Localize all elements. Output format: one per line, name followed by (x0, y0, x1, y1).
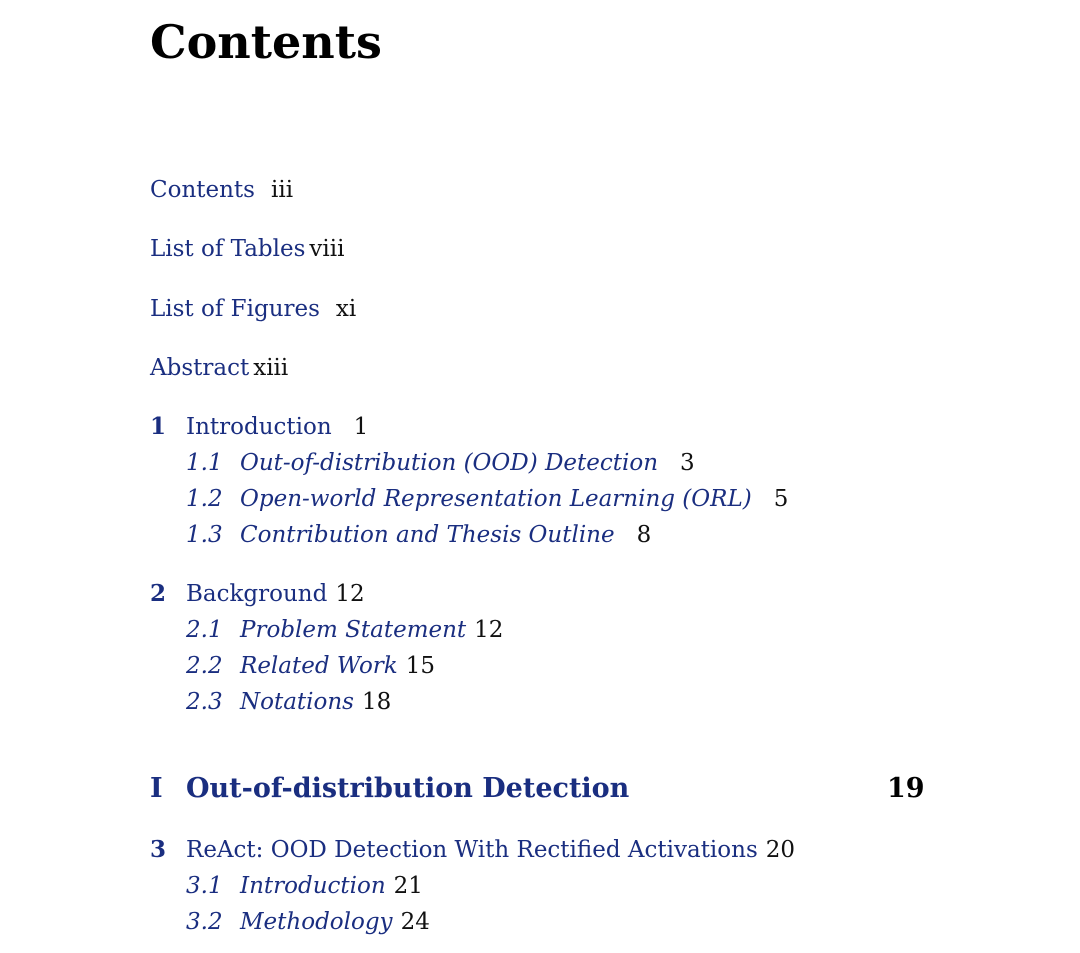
section-number: 3.2 (186, 909, 223, 935)
section-page: 18 (362, 689, 392, 715)
toc-entry-label[interactable]: Abstract (150, 355, 250, 381)
toc-entry-label[interactable]: List of Tables (150, 236, 306, 262)
section-number: 2.1 (186, 617, 223, 643)
section-label[interactable]: Related Work (240, 653, 398, 679)
section-page: 3 (680, 450, 695, 476)
section-label[interactable]: Notations (240, 689, 354, 715)
toc-entry-page: xiii (253, 355, 289, 381)
section-page: 24 (400, 909, 430, 935)
section-label[interactable]: Introduction (240, 873, 386, 899)
toc-chapter-3[interactable] (150, 835, 795, 865)
toc-entry-abstract[interactable] (150, 353, 288, 383)
section-number: 1.1 (186, 450, 223, 476)
toc-entry-contents[interactable] (150, 175, 293, 205)
section-page: 12 (474, 617, 504, 643)
toc-section-2-3[interactable] (186, 687, 391, 717)
section-label[interactable]: Out-of-distribution (OOD) Detection (240, 450, 659, 476)
section-number: 3.1 (186, 873, 223, 899)
section-page: 21 (393, 873, 423, 899)
chapter-page: 1 (353, 414, 369, 440)
toc-section-3-2[interactable] (186, 907, 430, 937)
toc-entry-list-of-tables[interactable] (150, 234, 344, 264)
toc-section-2-2[interactable] (186, 651, 435, 681)
chapter-label[interactable]: Background (186, 581, 328, 607)
section-label[interactable]: Problem Statement (240, 617, 467, 643)
toc-chapter-2[interactable] (150, 579, 365, 609)
chapter-page: 20 (765, 837, 796, 863)
part-page: 19 (887, 773, 925, 804)
toc-entry-page: viii (309, 236, 345, 262)
toc-section-1-2[interactable] (186, 484, 788, 514)
section-number: 2.3 (186, 689, 223, 715)
section-number: 1.2 (186, 486, 223, 512)
toc-section-2-1[interactable] (186, 615, 503, 645)
section-label[interactable]: Contribution and Thesis Outline (240, 522, 615, 548)
toc-section-1-1[interactable] (186, 448, 695, 478)
section-page: 8 (636, 522, 652, 548)
part-label[interactable]: Out-of-distribution Detection (186, 773, 630, 804)
toc-section-1-3[interactable] (186, 520, 651, 550)
section-label[interactable]: Open-world Representation Learning (ORL) (240, 486, 752, 512)
toc-part-1[interactable] (150, 772, 629, 806)
toc-entry-list-of-figures[interactable] (150, 294, 356, 324)
toc-chapter-1[interactable] (150, 412, 368, 442)
toc-entry-label[interactable]: Contents (150, 177, 255, 203)
chapter-number: 3 (150, 836, 167, 863)
chapter-number: 1 (150, 413, 167, 440)
toc-entry-page: iii (270, 177, 294, 203)
chapter-label[interactable]: ReAct: OOD Detection With Rectified Activations (186, 837, 758, 863)
toc-entry-page: xi (335, 296, 357, 322)
toc-section-3-1[interactable] (186, 871, 423, 901)
section-label[interactable]: Methodology (240, 909, 393, 935)
section-number: 1.3 (186, 522, 223, 548)
chapter-page: 12 (335, 581, 365, 607)
page-title: Contents (150, 15, 382, 69)
toc-entry-label[interactable]: List of Figures (150, 296, 320, 322)
section-number: 2.2 (186, 653, 223, 679)
section-page: 5 (773, 486, 789, 512)
part-number: I (150, 773, 163, 804)
chapter-label[interactable]: Introduction (186, 414, 332, 440)
chapter-number: 2 (150, 580, 167, 607)
section-page: 15 (405, 653, 436, 679)
